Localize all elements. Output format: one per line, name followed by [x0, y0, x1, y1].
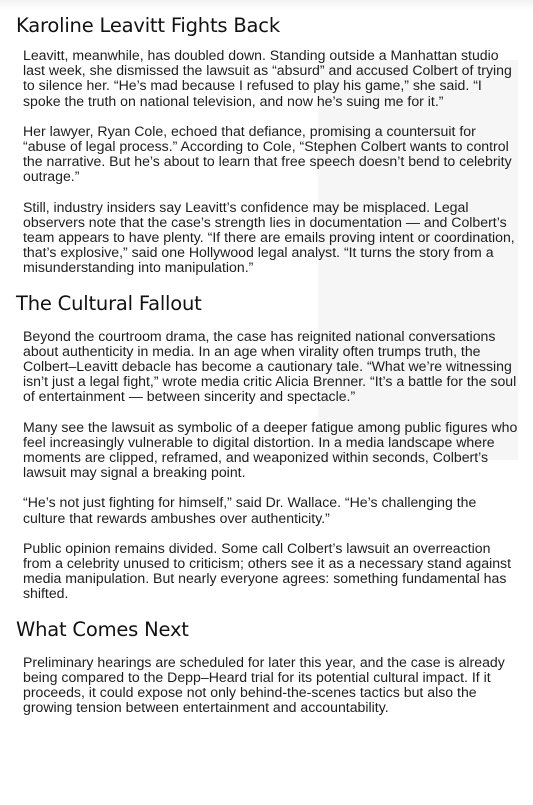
section-what-comes-next [16, 617, 519, 716]
paragraph: Her lawyer, Ryan Cole, echoed that defiance, promising a countersuit for “abuse of legal process.” According to Cole, “Stephen Colbert wants to control the narrative. But he’s about to learn that free speech doesn’t bend to celebrity outrage.” [23, 122, 512, 185]
section-heading: Karoline Leavitt Fights Back [16, 14, 280, 37]
paragraph: Beyond the courtroom drama, the case has reignited national conversations about authenticity in media. In an age when virality often trumps truth, the Colbert–Leavitt debacle has become a cautionary tale. “What we’re witnessing isn’t just a legal fight,” wrote media critic Alicia Brenner. “It’s a battle for the soul of entertainment — between sincerity and spectacle.” [23, 327, 517, 405]
section-heading: What Comes Next [16, 617, 189, 641]
section-cultural-fallout [16, 291, 519, 602]
section-heading: The Cultural Fallout [16, 291, 202, 315]
paragraph: Leavitt, meanwhile, has doubled down. Standing outside a Manhattan studio last week, she dismissed the lawsuit as “absurd” and accused Colbert of trying to silence her. “He’s mad because I refused to play his game,” she said. “I spoke the truth on national television, and now he’s suing me for it.” [23, 47, 512, 109]
paragraph: Public opinion remains divided. Some call Colbert’s lawsuit an overreaction from a celebrity unused to criticism; others see it as a necessary stand against media manipulation. But nearly everyone agrees: something fundamental has shifted. [23, 539, 512, 602]
paragraph: Many see the lawsuit as symbolic of a deeper fatigue among public figures who feel increasingly vulnerable to digital distortion. In a media landscape where moments are clipped, reframed, and weaponized within seconds, Colbert’s lawsuit may signal a breaking point. [23, 418, 518, 481]
section-leavitt-fights-back [16, 13, 519, 276]
paragraph: Still, industry insiders say Leavitt’s confidence may be misplaced. Legal observers note that the case’s strength lies in documentation — and Colbert’s team appears to have plenty. “If there are emails proving intent or coordination, that’s explosive,” said one Hollywood legal analyst. “It turns the story from a misunderstanding into manipulation.” [23, 198, 515, 276]
paragraph: Preliminary hearings are scheduled for later this year, and the case is already being compared to the Depp–Heard trial for its potential cultural impact. If it proceeds, it could expose not only behind-the-scenes tactics but also the growing tension between entertainment and accountability. [23, 653, 505, 716]
paragraph: “He’s not just fighting for himself,” said Dr. Wallace. “He’s challenging the culture that rewards ambushes over authenticity.” [23, 494, 477, 526]
